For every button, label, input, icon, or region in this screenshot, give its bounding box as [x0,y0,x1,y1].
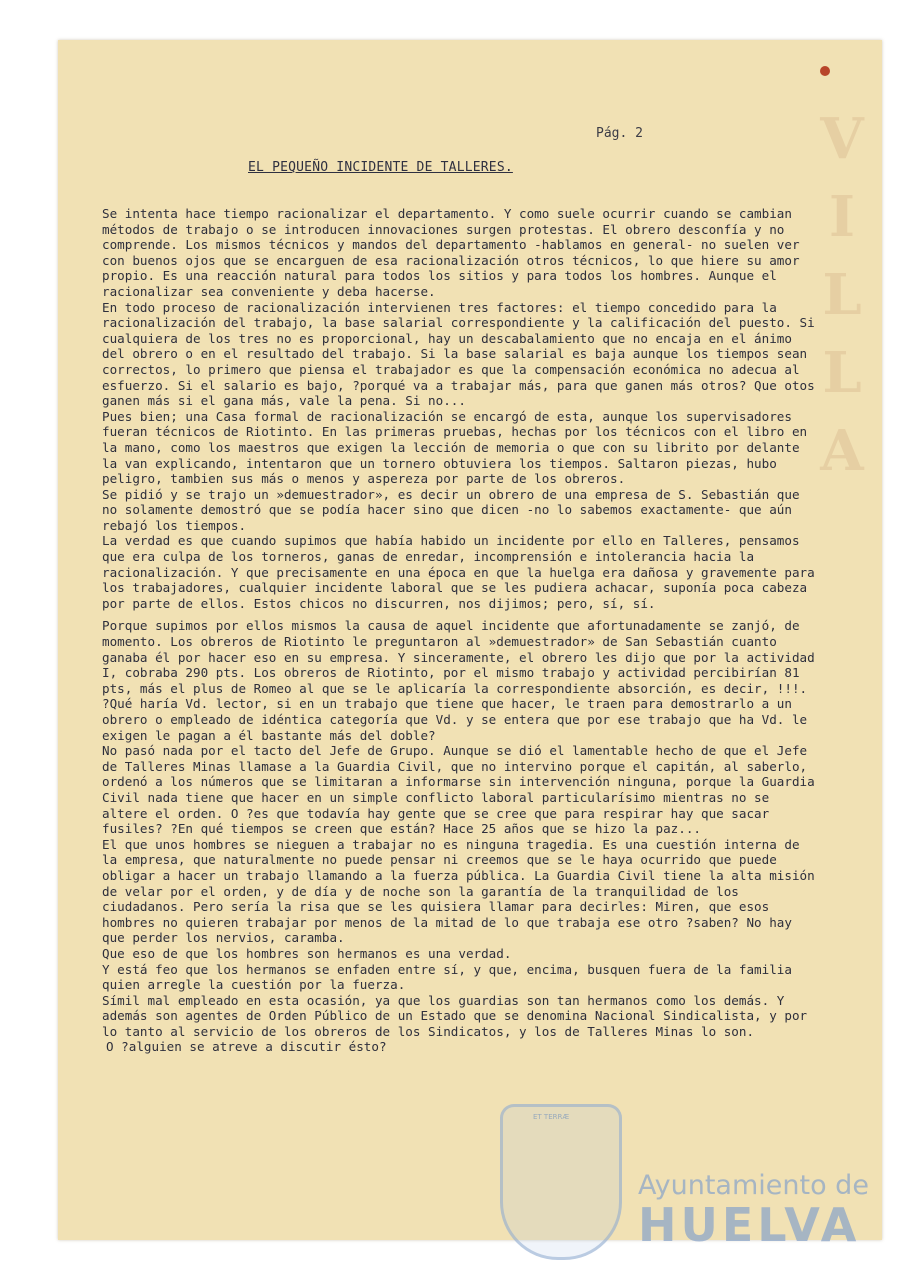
coat-of-arms-icon [500,1104,622,1260]
paragraph-2: En todo proceso de racionalización intervienen tres factores: el tiempo concedido para la racionalización del trabajo, la base salarial correspondiente y la calificación del puesto. Si cualquiera de los tres no es proporcional, hay un descabalamiento que no encaja en el ánimo del obrero o en el resultado del trabajo. Si la base salarial es baja aunque los tiempos sean correctos, lo primero que piensa el trabajador es que la compensación económica no adecua al esfuerzo. Si el salario es bajo, ?porqué va a trabajar más, para que ganen más otros? Que otos ganen más si el gana más, vale la pena. Si no... [102,299,815,409]
watermark-line1: Ayuntamiento de [638,1170,869,1201]
paragraph-3: Pues bien; una Casa formal de racionalización se encargó de esta, aunque los supervisadores fueran técnicos de Riotinto. En las primeras pruebas, hechas por los técnicos con el libro en la mano, como los maestros que exigen la lección de memoria o que con su librito por delante la van explicando, intentaron que un tornero obtuviera los tiempos. Saltaron piezas, hubo peligro, tambien sus más o menos y aspereza por parte de los obreros. [102,408,808,487]
paragraph-10: Que eso de que los hombres son hermanos es una verdad. [102,945,512,961]
document-page [58,40,882,1240]
rust-stain [820,66,830,76]
paragraph-5: La verdad es que cuando supimos que había habido un incidente por ello en Talleres, pensamos que era culpa de los torneros, ganas de enredar, incomprensión e intolerancia hacia la racionalización. Y que precisamente en una época en que la huelga era dañosa y gravemente para los trabajadores, cualquier incidente laboral que se les pudiera achacar, suponía poca cabeza por parte de ellos. Estos chicos no discurren, nos dijimos; pero, sí, sí. [102,533,815,611]
bleed-through-lettering: V I L L A [820,106,864,484]
document-title: EL PEQUEÑO INCIDENTE DE TALLERES. [248,160,513,175]
watermark-line2: HUELVA [638,1198,861,1252]
document-body [102,206,822,1055]
paragraph-1: Se intenta hace tiempo racionalizar el departamento. Y como suele ocurrir cuando se cambian métodos de trabajo o se introducen innovaciones surgen protestas. El obrero desconfía y no comprende. Los mismos técnicos y mandos del departamento -hablamos en general- no suelen ver con buenos ojos que se encarguen de esa racionalización otros técnicos, lo que hiere su amor propio. Es una reacción natural para todos los sitios y para todos los hombres. Aunque el racionalizar sea conveniente y deba hacerse. [102,206,800,299]
paragraph-11: Y está feo que los hermanos se enfaden entre sí, y que, encima, busquen fuera de la familia quien arregle la cuestión por la fuerza. [102,961,792,993]
watermark [500,1096,900,1276]
paragraph-9: El que unos hombres se nieguen a trabajar no es ninguna tragedia. Es una cuestión interna de la empresa, que naturalmente no puede pensar ni creemos que se le haya ocurrido que puede obligar a hacer un trabajo llamando a la fuerza pública. La Guardia Civil tiene la alta misión de velar por el orden, y de día y de noche son la garantía de la tranquilidad de los ciudadanos. Pero sería la risa que se les quisiera llamar para decirles: Miren, que esos hombres no quieren trabajar por menos de la mitad de lo que trabaja ese otro ?saben? No hay que perder los nervios, caramba. [102,836,815,946]
shield-motto: ET TERRÆ [533,1113,570,1121]
paragraph-13: O ?alguien se atreve a discutir ésto? [106,1039,387,1055]
paragraph-7: ?Qué haría Vd. lector, si en un trabajo que tiene que hacer, le traen para demostrarlo a un obrero o empleado de idéntica categoría que Vd. y se entera que por ese trabajo que ha Vd. le exigen le pagan a él bastante más del doble? [102,696,808,743]
paragraph-12: Símil mal empleado en esta ocasión, ya que los guardias son tan hermanos como los demás. Y además son agentes de Orden Público de un Estado que se denomina Nacional Sindicalista, y por lo tanto al servicio de los obreros de los Sindicatos, y los de Talleres Minas lo son. [102,992,808,1039]
paragraph-4: Se pidió y se trajo un »demuestrador», es decir un obrero de una empresa de S. Sebastián que no solamente demostró que se podía hacer sino que dicen -no lo sabemos exactamente- que aún rebajó los tiempos. [102,486,800,533]
paragraph-6: Porque supimos por ellos mismos la causa de aquel incidente que afortunadamente se zanjó, de momento. Los obreros de Riotinto le preguntaron al »demuestrador» de San Sebastián cuanto ganaba él por hacer eso en su empresa. Y sinceramente, el obrero les dijo que por la actividad I, cobraba 290 pts. Los obreros de Riotinto, por el mismo trabajo y actividad percibirían 81 pts, más el plus de Romeo al que se le aplicaría la correspondiente absorción, es decir, !!!. [102,618,815,696]
page-number: Pág. 2 [596,126,643,141]
paragraph-8: No pasó nada por el tacto del Jefe de Grupo. Aunque se dió el lamentable hecho de que el Jefe de Talleres Minas llamase a la Guardia Civil, que no intervino porque el capitán, al saberlo, ordenó a los números que se limitaran a informarse sin intervención ninguna, porque la Guardia Civil nada tiene que hacer en un simple conflicto laboral particularísimo mientras no se altere el orden. O ?es que todavía hay gente que se cree que para respirar hay que sacar fusiles? ?En qué tiempos se creen que están? Hace 25 años que se hizo la paz... [102,743,815,837]
